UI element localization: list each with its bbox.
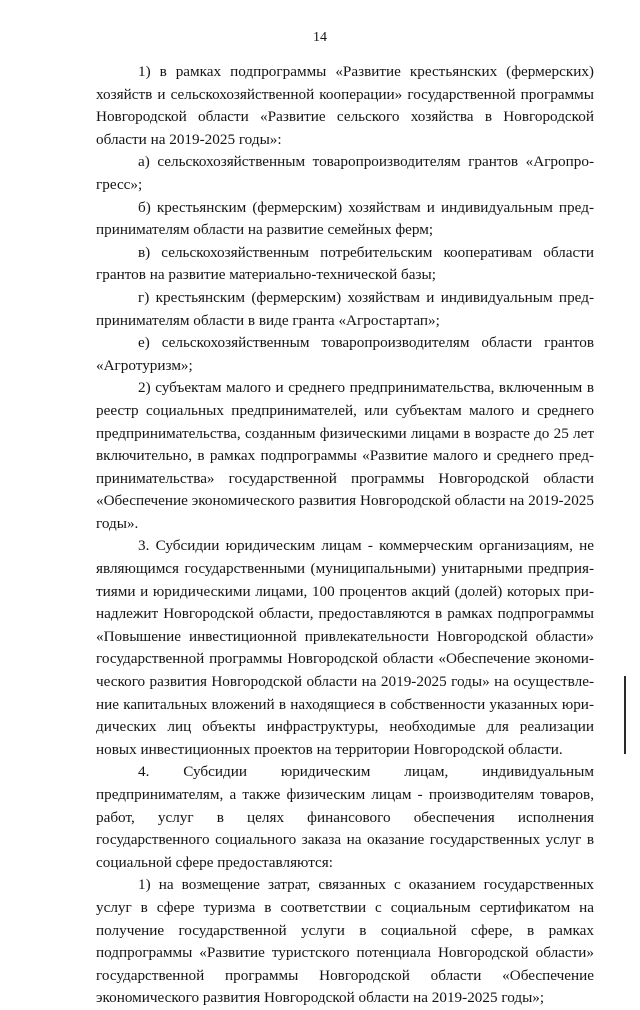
- page-number: 14: [313, 30, 327, 45]
- paragraph-4-1-tourism-services: 1) на возмещение затрат, связанных с оказанием государственных услуг в сфере туризма в соответствии с социальным сертификатом на получение государственной услуги в социальной сфере, в рамках подпрограммы «Развитие туристского потенциала Новгородской области» государственной программы Новгородской области «Обеспечение экономического развития Новгородской области на 2019-2025 годы»;: [96, 876, 594, 1007]
- paragraph-1b-family-farms: б) крестьянским (фермерским) хозяйствам и индивидуальным предпринимателям области на развитие семейных ферм;: [96, 198, 594, 239]
- paragraph-4-social-order: 4. Субсидии юридическим лицам, индивидуальным предпринимателям, а также физическим лицам - производителям товаров, работ, услуг в целях финансового обеспечения исполнения государственного социального заказа на оказание государственных услуг в социальной сфере предоставляются:: [96, 763, 594, 871]
- paragraph-1g-agrostartap: г) крестьянским (фермерским) хозяйствам и индивидуальным предпринимателям области в виде гранта «Агростартап»;: [96, 288, 594, 329]
- paragraph-1v-cooperatives: в) сельскохозяйственным потребительским кооперативам области грантов на развитие материально-технической базы;: [96, 243, 594, 284]
- paragraph-1a-agroprogress: а) сельскохозяйственным товаропроизводителям грантов «Агропрогресс»;: [96, 153, 594, 193]
- paragraph-3-subsidies-commercial: 3. Субсидии юридическим лицам - коммерческим организациям, не являющимся государственными (муниципальными) унитарными предприятиями и юридическими лицами, 100 процентов акций (долей) которых принадлежит Новгородской области, предоставляются в рамках подпрограммы «Повышение инвестиционной привлекательности Новгородской области» государственной программы Новгородской области «Обеспечение экономического развития Новгородской области на 2019-2025 годы» на осуществление капитальных вложений в находящиеся в собственности указанных юридических лиц объекты инфраструктуры, необходимые для реализации новых инвестиционных проектов на территории Новгородской области.: [96, 537, 594, 758]
- margin-line: [624, 676, 626, 754]
- paragraph-1e-agrotourism: е) сельскохозяйственным товаропроизводителям области грантов «Агротуризм»;: [96, 334, 594, 374]
- document-body: [96, 61, 594, 1010]
- paragraph-1-program-farm: 1) в рамках подпрограммы «Развитие крестьянских (фермерских) хозяйств и сельскохозяйственной кооперации» государственной программы Новгородской области «Развитие сельского хозяйства в Новгородской области на 2019-2025 годы»:: [96, 63, 594, 148]
- paragraph-2-small-business: 2) субъектам малого и среднего предпринимательства, включенным в реестр социальных предпринимателей, или субъектам малого и среднего предпринимательства, созданным физическими лицами в возрасте до 25 лет включительно, в рамках подпрограммы «Развитие малого и среднего предпринимательства» государственной программы Новгородской области «Обеспечение экономического развития Новгородской области на 2019-2025 годы».: [96, 379, 594, 532]
